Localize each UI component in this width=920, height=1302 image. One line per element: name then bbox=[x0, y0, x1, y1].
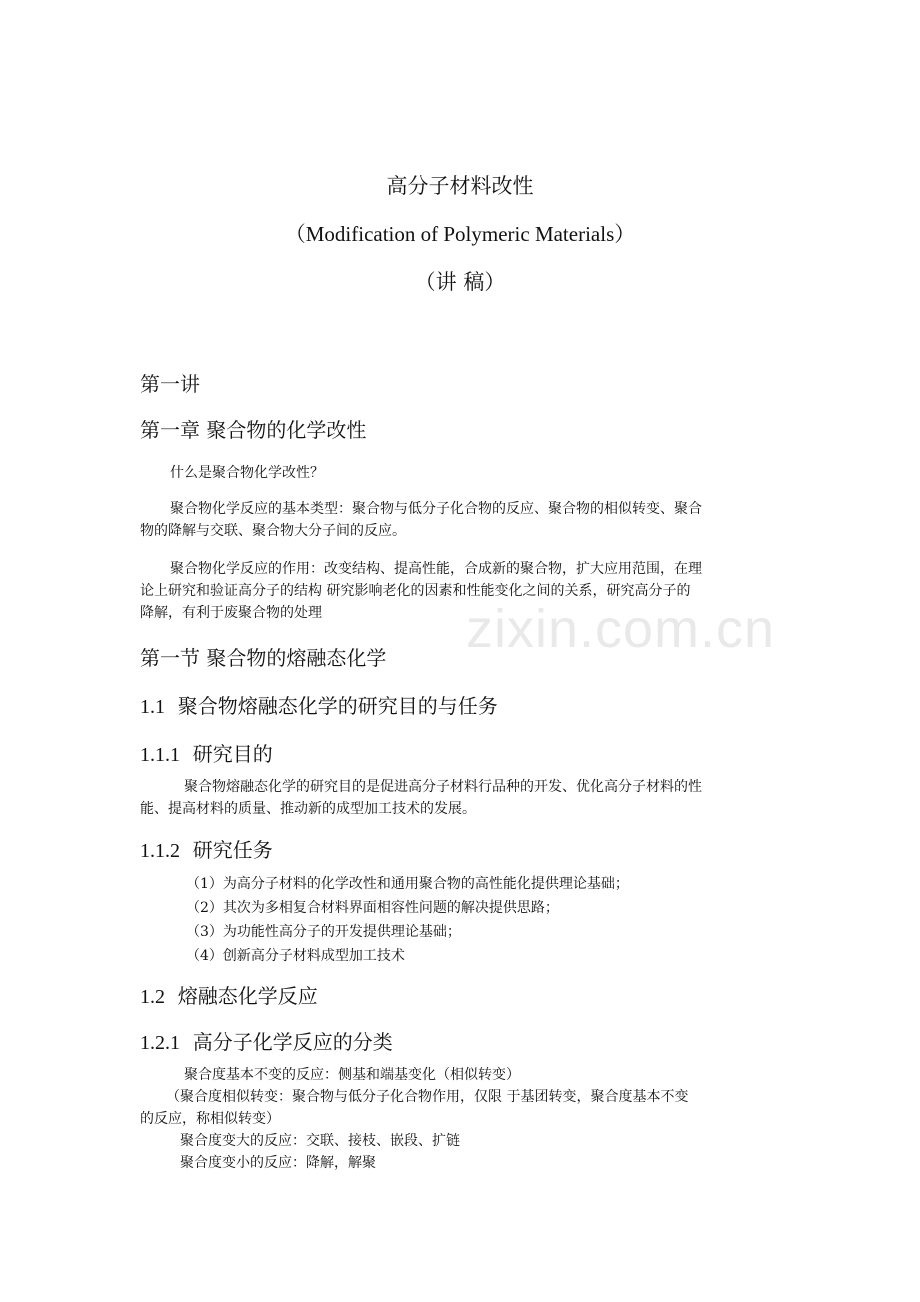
subsection-heading-1-1-2 bbox=[140, 834, 273, 863]
document-title: 高分子材料改性 bbox=[386, 174, 534, 198]
paragraph-line: 聚合度基本不变的反应：侧基和端基变化（相似转变） bbox=[184, 1067, 520, 1083]
research-task-list bbox=[186, 872, 629, 968]
research-goal-paragraph bbox=[140, 776, 790, 820]
paragraph-line: 聚合物化学反应的基本类型：聚合物与低分子化合物的反应、聚合物的相似转变、聚合 bbox=[170, 501, 702, 517]
heading-text: 高分子化学反应的分类 bbox=[192, 1030, 393, 1054]
intro-question-text: 什么是聚合物化学改性？ bbox=[170, 465, 324, 481]
list-item: （4）创新高分子材料成型加工技术 bbox=[186, 948, 405, 964]
heading-text: 研究任务 bbox=[192, 838, 273, 862]
heading-text: 熔融态化学反应 bbox=[177, 984, 318, 1008]
subsection-heading-1-2-1 bbox=[140, 1026, 393, 1055]
subsection-heading-1-1 bbox=[140, 690, 498, 719]
heading-number: 1.1 bbox=[140, 696, 165, 718]
paragraph-line: （聚合度相似转变：聚合物与低分子化合物作用，仅限 于基团转变，聚合度基本不变 bbox=[166, 1089, 689, 1105]
list-item: （2）其次为多相复合材料界面相容性问题的解决提供思路； bbox=[186, 900, 559, 916]
heading-number: 1.1.2 bbox=[140, 840, 180, 862]
heading-number: 1.2.1 bbox=[140, 1032, 180, 1054]
heading-text: 研究目的 bbox=[192, 742, 273, 766]
paragraph-line: 物的降解与交联、聚合物大分子间的反应。 bbox=[140, 523, 406, 539]
document-subtitle: （讲 稿） bbox=[414, 270, 506, 294]
paragraph-line: 聚合物化学反应的作用：改变结构、提高性能，合成新的聚合物，扩大应用范围，在理 bbox=[170, 561, 702, 577]
paragraph-line: 聚合物熔融态化学的研究目的是促进高分子材料行品种的开发、优化高分子材料的性 bbox=[184, 779, 702, 795]
classification-paragraph bbox=[140, 1064, 790, 1174]
paragraph-line: 聚合度变大的反应：交联、接枝、嵌段、扩链 bbox=[180, 1133, 460, 1149]
watermark: zixin.com.cn bbox=[466, 599, 776, 659]
chapter-heading: 第一章 聚合物的化学改性 bbox=[140, 418, 367, 442]
subsection-heading-1-2 bbox=[140, 980, 318, 1009]
heading-text: 聚合物熔融态化学的研究目的与任务 bbox=[177, 694, 498, 718]
lecture-heading: 第一讲 bbox=[140, 372, 200, 396]
section-heading: 第一节 聚合物的熔融态化学 bbox=[140, 646, 387, 670]
heading-number: 1.2 bbox=[140, 986, 165, 1008]
paragraph-line: 聚合度变小的反应：降解，解聚 bbox=[180, 1155, 376, 1171]
paragraph-line: 能、提高材料的质量、推动新的成型加工技术的发展。 bbox=[140, 801, 476, 817]
paragraph-line: 的反应，称相似转变） bbox=[140, 1111, 280, 1127]
list-item: （1）为高分子材料的化学改性和通用聚合物的高性能化提供理论基础； bbox=[186, 876, 629, 892]
intro-question bbox=[140, 462, 790, 484]
reaction-types-paragraph bbox=[140, 498, 790, 542]
list-item: （3）为功能性高分子的开发提供理论基础； bbox=[186, 924, 461, 940]
document-title-english: （Modification of Polymeric Materials） bbox=[284, 222, 636, 246]
heading-number: 1.1.1 bbox=[140, 744, 180, 766]
paragraph-line: 论上研究和验证高分子的结构 研究影响老化的因素和性能变化之间的关系，研究高分子的 bbox=[140, 583, 691, 599]
paragraph-line: 降解，有利于废聚合物的处理 bbox=[140, 605, 322, 621]
subsection-heading-1-1-1 bbox=[140, 738, 273, 767]
